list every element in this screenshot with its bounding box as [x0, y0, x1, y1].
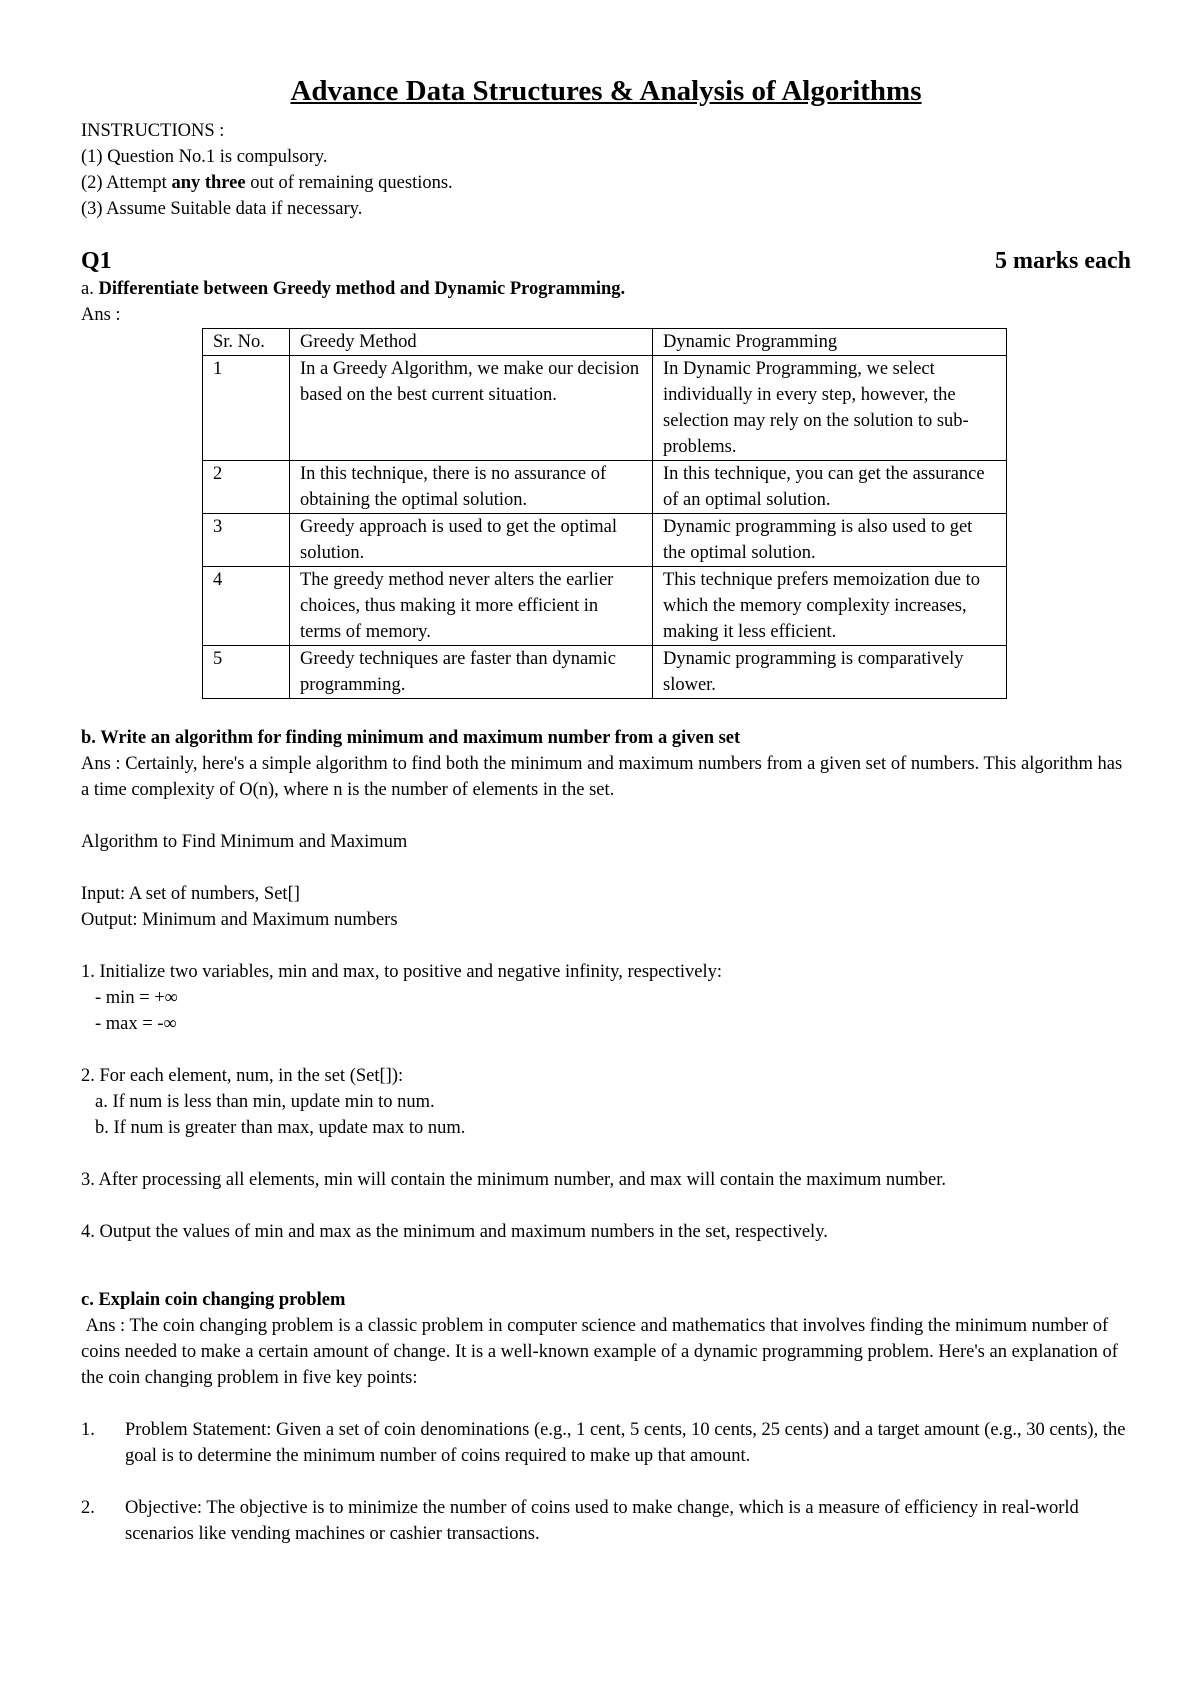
part-a-question: a. Differentiate between Greedy method and Dynamic Programming. [81, 279, 626, 299]
instruction-1: (1) Question No.1 is compulsory. [81, 147, 328, 167]
part-c-ans-intro: Ans : The coin changing problem is a classic problem in computer science and mathematics that involves finding the minimum number of coins needed to make a certain amount of change. It is a well-known example of a dynamic programming problem. Here's an explanation of the coin changing problem in five key points: [81, 1316, 1123, 1388]
algo-title: Algorithm to Find Minimum and Maximum [81, 832, 408, 852]
algo-step-1a: - min = +∞ [95, 988, 178, 1008]
table-cell: In a Greedy Algorithm, we make our decision based on the best current situation. [290, 356, 653, 461]
algo-step-1: 1. Initialize two variables, min and max, to positive and negative infinity, respectively: [81, 962, 722, 982]
algo-input: Input: A set of numbers, Set[] [81, 884, 300, 904]
algo-step-1b: - max = -∞ [95, 1014, 177, 1034]
table-cell: 3 [203, 514, 290, 567]
instructions-heading: INSTRUCTIONS : [81, 121, 225, 141]
part-c-question: c. Explain coin changing problem [81, 1290, 346, 1310]
marks-label: 5 marks each [995, 248, 1131, 274]
table-header-cell: Greedy Method [290, 329, 653, 356]
table-cell: In this technique, you can get the assurance of an optimal solution. [653, 461, 1007, 514]
part-b-ans-intro: Ans : Certainly, here's a simple algorithm to find both the minimum and maximum numbers from a given set of numbers. This algorithm has a time complexity of O(n), where n is the number of elements in the set. [81, 754, 1127, 800]
table-row [203, 461, 1007, 514]
list-item [81, 1417, 1131, 1469]
table-cell: The greedy method never alters the earlier choices, thus making it more efficient in terms of memory. [290, 567, 653, 646]
algo-step-2b: b. If num is greater than max, update max to num. [95, 1118, 466, 1138]
table-header-cell: Dynamic Programming [653, 329, 1007, 356]
list-text: Objective: The objective is to minimize the number of coins used to make change, which is a measure of efficiency in real-world scenarios like vending machines or cashier transactions. [125, 1498, 1079, 1544]
table-cell: 1 [203, 356, 290, 461]
algo-step-4: 4. Output the values of min and max as the minimum and maximum numbers in the set, respectively. [81, 1222, 828, 1242]
table-row [203, 514, 1007, 567]
table-cell: Greedy techniques are faster than dynamic programming. [290, 646, 653, 699]
table-cell: Dynamic programming is also used to get the optimal solution. [653, 514, 1007, 567]
coin-points-list [81, 1417, 1131, 1547]
table-row [203, 567, 1007, 646]
document-title: Advance Data Structures & Analysis of Algorithms [290, 75, 922, 107]
part-b-question: b. Write an algorithm for finding minimum and maximum number from a given set [81, 728, 741, 748]
table-cell: Greedy approach is used to get the optimal solution. [290, 514, 653, 567]
list-item [81, 1495, 1131, 1547]
table-header-row [203, 329, 1007, 356]
list-text: Problem Statement: Given a set of coin denominations (e.g., 1 cent, 5 cents, 10 cents, 25 cents) and a target amount (e.g., 30 cents), the goal is to determine the minimum number of coins required to make up that amount. [125, 1420, 1126, 1466]
instruction-2: (2) Attempt any three out of remaining questions. [81, 173, 453, 193]
table-header-cell: Sr. No. [203, 329, 290, 356]
algo-output: Output: Minimum and Maximum numbers [81, 910, 398, 930]
table-cell: In Dynamic Programming, we select individually in every step, however, the selection may rely on the solution to sub-problems. [653, 356, 1007, 461]
table-cell: 5 [203, 646, 290, 699]
comparison-table [202, 328, 1007, 699]
list-number: 1. [81, 1420, 95, 1440]
instruction-3: (3) Assume Suitable data if necessary. [81, 199, 363, 219]
list-number: 2. [81, 1498, 95, 1518]
part-a-ans-label: Ans : [81, 305, 121, 325]
question-label: Q1 [81, 248, 112, 274]
document-page [81, 74, 1131, 1573]
table-cell: Dynamic programming is comparatively slower. [653, 646, 1007, 699]
table-cell: This technique prefers memoization due to which the memory complexity increases, making it less efficient. [653, 567, 1007, 646]
algo-step-2: 2. For each element, num, in the set (Set[]): [81, 1066, 404, 1086]
table-row [203, 646, 1007, 699]
table-cell: 2 [203, 461, 290, 514]
algo-step-2a: a. If num is less than min, update min to num. [95, 1092, 435, 1112]
algo-step-3: 3. After processing all elements, min will contain the minimum number, and max will contain the maximum number. [81, 1170, 946, 1190]
question-header [81, 246, 1131, 276]
table-cell: 4 [203, 567, 290, 646]
table-cell: In this technique, there is no assurance of obtaining the optimal solution. [290, 461, 653, 514]
table-row [203, 356, 1007, 461]
